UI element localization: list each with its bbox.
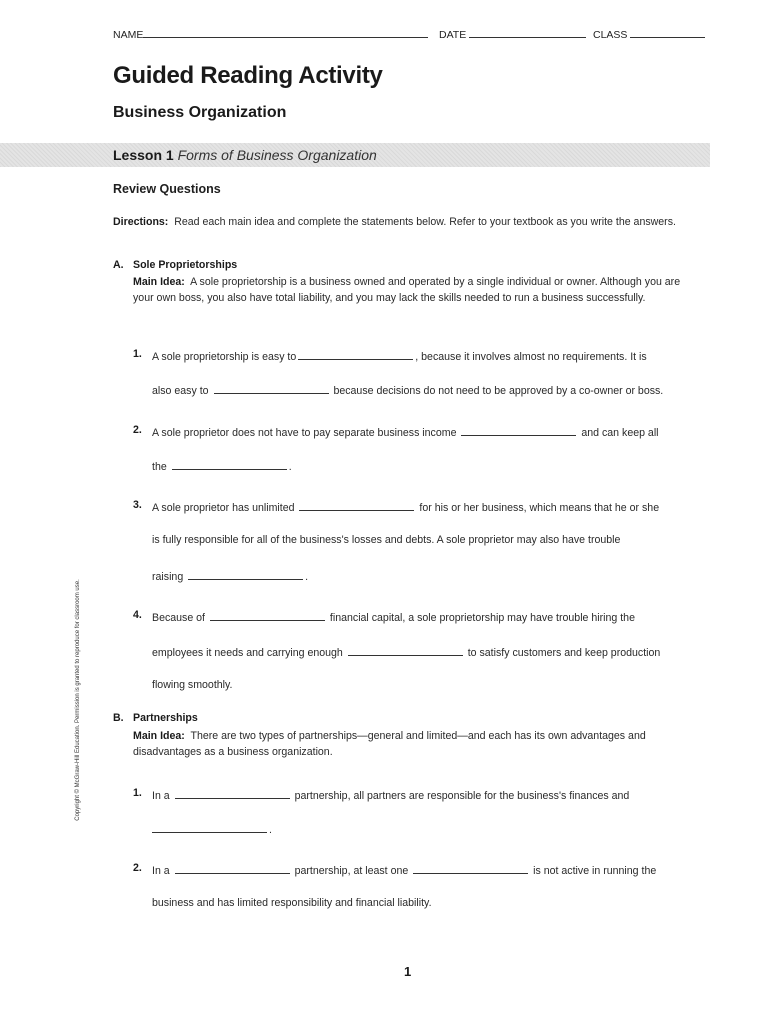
- question-text: partnership, at least one: [294, 865, 409, 877]
- a-q4-line1: [133, 609, 635, 624]
- question-text: Because of: [152, 612, 206, 624]
- question-text: is fully responsible for all of the business's losses and debts. A sole proprietor may also have trouble: [152, 534, 621, 546]
- question-number: 1.: [133, 787, 142, 799]
- directions-text: Read each main idea and complete the statements below. Refer to your textbook as you write the answers.: [174, 216, 676, 228]
- question-number: 4.: [133, 609, 142, 621]
- question-number: 2.: [133, 424, 142, 436]
- section-b-letter: B.: [113, 712, 124, 724]
- section-a-main-idea: [133, 275, 698, 306]
- question-text: flowing smoothly.: [152, 679, 233, 691]
- question-text: In a: [152, 790, 170, 802]
- question-text: A sole proprietorship is easy to: [152, 351, 297, 363]
- question-text: raising: [152, 571, 184, 583]
- date-blank[interactable]: [469, 26, 586, 38]
- question-text: A sole proprietor has unlimited: [152, 502, 295, 514]
- question-text: because decisions do not need to be approved by a co-owner or boss.: [333, 385, 664, 397]
- question-text: .: [305, 571, 309, 583]
- question-number: 2.: [133, 862, 142, 874]
- lesson-title: Forms of Business Organization: [177, 147, 377, 163]
- a-q3-line2: [152, 534, 620, 546]
- copyright-notice: Copyright © McGraw-Hill Education. Permission is granted to reproduce for classroom use.: [75, 579, 81, 821]
- name-blank[interactable]: [143, 26, 428, 38]
- main-idea-label: Main Idea:: [133, 730, 185, 742]
- section-b-main-idea: [133, 729, 698, 760]
- question-text: .: [288, 461, 292, 473]
- question-text: and can keep all: [581, 427, 659, 439]
- directions: [113, 214, 703, 230]
- main-idea-text: There are two types of partnerships—general and limited—and each has its own advantages and disadvantages as a business organization.: [133, 730, 646, 758]
- answer-blank[interactable]: [298, 348, 413, 360]
- question-text: to satisfy customers and keep production: [467, 647, 661, 659]
- name-label: NAME: [113, 29, 144, 41]
- a-q3-line1: [133, 499, 660, 514]
- question-text: the: [152, 461, 167, 473]
- b-q1-line1: [133, 787, 630, 802]
- name-field[interactable]: [113, 26, 428, 41]
- answer-blank[interactable]: [172, 458, 287, 470]
- question-text: also easy to: [152, 385, 209, 397]
- lesson-number: Lesson 1: [113, 147, 174, 163]
- question-text: employees it needs and carrying enough: [152, 647, 343, 659]
- question-text: partnership, all partners are responsible for the business's finances and: [294, 790, 630, 802]
- question-number: 1.: [133, 348, 142, 360]
- answer-blank[interactable]: [210, 609, 325, 621]
- class-blank[interactable]: [630, 26, 705, 38]
- a-q1-line1: [133, 348, 647, 363]
- page-subtitle: Business Organization: [113, 104, 287, 121]
- answer-blank[interactable]: [461, 424, 576, 436]
- question-text: is not active in running the: [533, 865, 657, 877]
- section-b-title: Partnerships: [133, 712, 198, 724]
- b-q1-line2: [152, 821, 272, 836]
- question-text: , because it involves almost no requirements. It is: [415, 351, 647, 363]
- section-a-letter: A.: [113, 259, 124, 271]
- class-label: CLASS: [593, 29, 628, 41]
- answer-blank[interactable]: [214, 382, 329, 394]
- answer-blank[interactable]: [299, 499, 414, 511]
- page-title: Guided Reading Activity: [113, 62, 383, 89]
- question-text: In a: [152, 865, 170, 877]
- page-number: 1: [404, 964, 412, 979]
- a-q4-line2: [152, 644, 660, 659]
- review-heading: Review Questions: [113, 182, 221, 196]
- main-idea-text: A sole proprietorship is a business owned and operated by a single individual or owner. Although you are your own boss, you also have total liability, and you may lack the skills needed to run a business successfully.: [133, 276, 681, 304]
- b-q2-line1: [133, 862, 657, 877]
- question-text: for his or her business, which means that he or she: [419, 502, 660, 514]
- answer-blank[interactable]: [188, 568, 303, 580]
- question-text: financial capital, a sole proprietorship may have trouble hiring the: [329, 612, 635, 624]
- answer-blank[interactable]: [175, 862, 290, 874]
- a-q2-line1: [133, 424, 659, 439]
- question-number: 3.: [133, 499, 142, 511]
- directions-label: Directions:: [113, 216, 169, 228]
- section-a-title: Sole Proprietorships: [133, 259, 238, 271]
- date-label: DATE: [439, 29, 467, 41]
- a-q4-line3: [152, 679, 232, 691]
- main-idea-label: Main Idea:: [133, 276, 185, 288]
- class-field[interactable]: [593, 26, 705, 41]
- answer-blank[interactable]: [348, 644, 463, 656]
- answer-blank[interactable]: [175, 787, 290, 799]
- a-q2-line2: [152, 458, 292, 473]
- section-a-heading: [113, 259, 237, 271]
- b-q2-line2: [152, 897, 432, 909]
- a-q3-line3: [152, 568, 308, 583]
- section-b-heading: [113, 712, 198, 724]
- date-field[interactable]: [439, 26, 586, 41]
- question-text: A sole proprietor does not have to pay separate business income: [152, 427, 457, 439]
- question-text: business and has limited responsibility and financial liability.: [152, 897, 432, 909]
- answer-blank[interactable]: [413, 862, 528, 874]
- question-text: .: [269, 824, 272, 836]
- answer-blank[interactable]: [152, 821, 267, 833]
- a-q1-line2: [152, 382, 663, 397]
- lesson-banner: [0, 143, 710, 167]
